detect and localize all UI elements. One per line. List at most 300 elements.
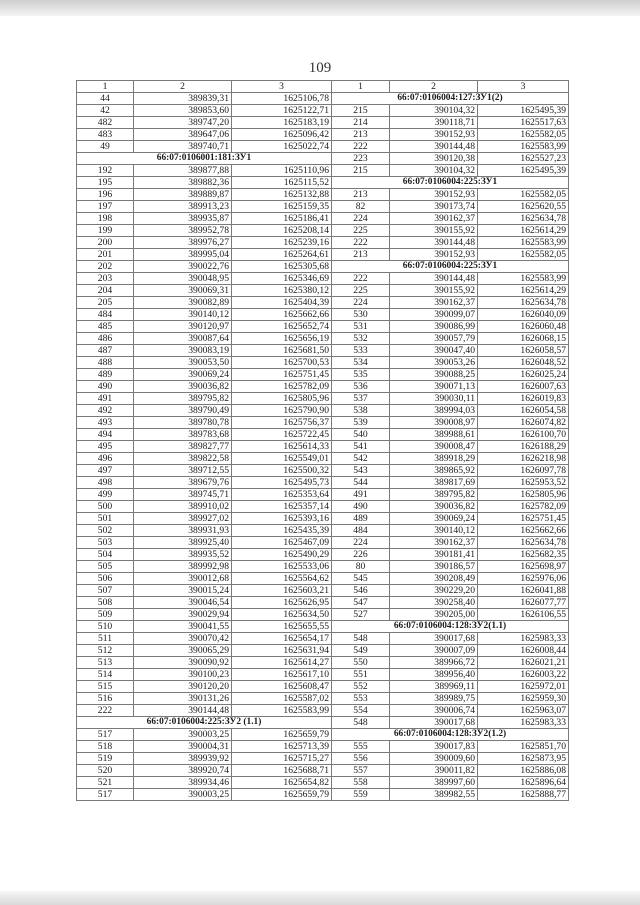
x-coordinate-cell: 389939,92 bbox=[134, 753, 232, 765]
x-coordinate-cell: 390144,48 bbox=[134, 705, 232, 717]
point-number-cell: 500 bbox=[77, 501, 134, 513]
x-coordinate-cell: 389925,40 bbox=[134, 537, 232, 549]
point-number-cell: 535 bbox=[332, 369, 390, 381]
y-coordinate-cell: 1626041,88 bbox=[478, 585, 569, 597]
y-coordinate-cell: 1625583,99 bbox=[478, 237, 569, 249]
top-shadow bbox=[0, 0, 640, 16]
section-header: 66:07:0106004:225:ЗУ1 bbox=[332, 261, 569, 273]
x-coordinate-cell: 390090,92 bbox=[134, 657, 232, 669]
table-row bbox=[77, 453, 569, 465]
header-cell: 1 bbox=[332, 81, 390, 93]
x-coordinate-cell: 390012,68 bbox=[134, 573, 232, 585]
point-number-cell: 494 bbox=[77, 429, 134, 441]
point-number-cell: 484 bbox=[332, 525, 390, 537]
point-number-cell: 488 bbox=[77, 357, 134, 369]
point-number-cell: 196 bbox=[77, 189, 134, 201]
point-number-cell: 82 bbox=[332, 201, 390, 213]
x-coordinate-cell: 390046,54 bbox=[134, 597, 232, 609]
y-coordinate-cell: 1625357,14 bbox=[232, 501, 332, 513]
point-number-cell: 44 bbox=[77, 93, 134, 105]
y-coordinate-cell: 1625620,55 bbox=[478, 201, 569, 213]
y-coordinate-cell: 1625533,06 bbox=[232, 561, 332, 573]
y-coordinate-cell: 1626068,15 bbox=[478, 333, 569, 345]
table-row bbox=[77, 297, 569, 309]
y-coordinate-cell: 1625851,70 bbox=[478, 741, 569, 753]
y-coordinate-cell: 1625698,97 bbox=[478, 561, 569, 573]
table-row bbox=[77, 621, 569, 633]
x-coordinate-cell: 390048,95 bbox=[134, 273, 232, 285]
x-coordinate-cell: 390007,09 bbox=[390, 645, 478, 657]
y-coordinate-cell: 1625380,12 bbox=[232, 285, 332, 297]
table-row bbox=[77, 777, 569, 789]
y-coordinate-cell: 1625662,66 bbox=[478, 525, 569, 537]
table-row bbox=[77, 237, 569, 249]
x-coordinate-cell: 389988,61 bbox=[390, 429, 478, 441]
point-number-cell: 224 bbox=[332, 213, 390, 225]
point-number-cell: 521 bbox=[77, 777, 134, 789]
table-body bbox=[77, 81, 569, 801]
point-number-cell: 549 bbox=[332, 645, 390, 657]
x-coordinate-cell: 389997,60 bbox=[390, 777, 478, 789]
table-row bbox=[77, 429, 569, 441]
y-coordinate-cell: 1625888,77 bbox=[478, 789, 569, 801]
point-number-cell: 547 bbox=[332, 597, 390, 609]
x-coordinate-cell: 390131,26 bbox=[134, 693, 232, 705]
y-coordinate-cell: 1625654,82 bbox=[232, 777, 332, 789]
point-number-cell: 198 bbox=[77, 213, 134, 225]
point-number-cell: 482 bbox=[77, 117, 134, 129]
y-coordinate-cell: 1625582,05 bbox=[478, 189, 569, 201]
y-coordinate-cell: 1625564,62 bbox=[232, 573, 332, 585]
point-number-cell: 538 bbox=[332, 405, 390, 417]
point-number-cell: 492 bbox=[77, 405, 134, 417]
table-row bbox=[77, 273, 569, 285]
table-row bbox=[77, 393, 569, 405]
point-number-cell: 496 bbox=[77, 453, 134, 465]
point-number-cell: 548 bbox=[332, 717, 390, 729]
x-coordinate-cell: 390152,93 bbox=[390, 249, 478, 261]
y-coordinate-cell: 1625959,30 bbox=[478, 693, 569, 705]
x-coordinate-cell: 390140,12 bbox=[390, 525, 478, 537]
table-row bbox=[77, 177, 569, 189]
table-row bbox=[77, 405, 569, 417]
x-coordinate-cell: 390173,74 bbox=[390, 201, 478, 213]
point-number-cell: 554 bbox=[332, 705, 390, 717]
table-row bbox=[77, 477, 569, 489]
y-coordinate-cell: 1625106,78 bbox=[232, 93, 332, 105]
table-row bbox=[77, 153, 569, 165]
y-coordinate-cell: 1625115,52 bbox=[232, 177, 332, 189]
table-row bbox=[77, 165, 569, 177]
point-number-cell: 551 bbox=[332, 669, 390, 681]
x-coordinate-cell: 390118,71 bbox=[390, 117, 478, 129]
point-number-cell: 493 bbox=[77, 417, 134, 429]
table-row bbox=[77, 789, 569, 801]
x-coordinate-cell: 390065,29 bbox=[134, 645, 232, 657]
point-number-cell: 532 bbox=[332, 333, 390, 345]
point-number-cell: 509 bbox=[77, 609, 134, 621]
point-number-cell: 546 bbox=[332, 585, 390, 597]
y-coordinate-cell: 1625751,45 bbox=[232, 369, 332, 381]
table-row bbox=[77, 189, 569, 201]
point-number-cell: 204 bbox=[77, 285, 134, 297]
point-number-cell: 213 bbox=[332, 129, 390, 141]
x-coordinate-cell: 390069,24 bbox=[134, 369, 232, 381]
x-coordinate-cell: 390162,37 bbox=[390, 537, 478, 549]
section-header: 66:07:0106004:127:ЗУ1(2) bbox=[332, 93, 569, 105]
table-row bbox=[77, 201, 569, 213]
x-coordinate-cell: 389712,55 bbox=[134, 465, 232, 477]
y-coordinate-cell: 1625634,78 bbox=[478, 537, 569, 549]
x-coordinate-cell: 390022,76 bbox=[134, 261, 232, 273]
y-coordinate-cell: 1626100,70 bbox=[478, 429, 569, 441]
x-coordinate-cell: 390144,48 bbox=[390, 141, 478, 153]
y-coordinate-cell: 1625517,63 bbox=[478, 117, 569, 129]
table-row bbox=[77, 417, 569, 429]
x-coordinate-cell: 389882,36 bbox=[134, 177, 232, 189]
table-row bbox=[77, 489, 569, 501]
y-coordinate-cell: 1625634,78 bbox=[478, 297, 569, 309]
y-coordinate-cell: 1625963,07 bbox=[478, 705, 569, 717]
y-coordinate-cell: 1625239,16 bbox=[232, 237, 332, 249]
x-coordinate-cell: 390053,50 bbox=[134, 357, 232, 369]
point-number-cell: 519 bbox=[77, 753, 134, 765]
y-coordinate-cell: 1625682,35 bbox=[478, 549, 569, 561]
point-number-cell: 512 bbox=[77, 645, 134, 657]
table-row bbox=[77, 693, 569, 705]
x-coordinate-cell: 390003,25 bbox=[134, 729, 232, 741]
x-coordinate-cell: 390100,23 bbox=[134, 669, 232, 681]
x-coordinate-cell: 390082,89 bbox=[134, 297, 232, 309]
point-number-cell: 213 bbox=[332, 249, 390, 261]
y-coordinate-cell: 1625404,39 bbox=[232, 297, 332, 309]
y-coordinate-cell: 1625110,96 bbox=[232, 165, 332, 177]
section-header: 66:07:0106004:225:ЗУ1 bbox=[332, 177, 569, 189]
y-coordinate-cell: 1625608,47 bbox=[232, 681, 332, 693]
y-coordinate-cell: 1625490,29 bbox=[232, 549, 332, 561]
y-coordinate-cell: 1626106,55 bbox=[478, 609, 569, 621]
point-number-cell: 520 bbox=[77, 765, 134, 777]
y-coordinate-cell: 1626060,48 bbox=[478, 321, 569, 333]
y-coordinate-cell: 1625715,27 bbox=[232, 753, 332, 765]
point-number-cell: 530 bbox=[332, 309, 390, 321]
point-number-cell: 548 bbox=[332, 633, 390, 645]
y-coordinate-cell: 1625583,99 bbox=[478, 141, 569, 153]
x-coordinate-cell: 389927,02 bbox=[134, 513, 232, 525]
x-coordinate-cell: 389647,06 bbox=[134, 129, 232, 141]
y-coordinate-cell: 1626019,83 bbox=[478, 393, 569, 405]
x-coordinate-cell: 389976,27 bbox=[134, 237, 232, 249]
table-row bbox=[77, 573, 569, 585]
y-coordinate-cell: 1625208,14 bbox=[232, 225, 332, 237]
y-coordinate-cell: 1625790,90 bbox=[232, 405, 332, 417]
y-coordinate-cell: 1625264,61 bbox=[232, 249, 332, 261]
point-number-cell: 215 bbox=[332, 105, 390, 117]
point-number-cell: 225 bbox=[332, 225, 390, 237]
y-coordinate-cell: 1626048,52 bbox=[478, 357, 569, 369]
point-number-cell: 42 bbox=[77, 105, 134, 117]
point-number-cell: 552 bbox=[332, 681, 390, 693]
x-coordinate-cell: 390008,97 bbox=[390, 417, 478, 429]
point-number-cell: 203 bbox=[77, 273, 134, 285]
x-coordinate-cell: 389865,92 bbox=[390, 465, 478, 477]
y-coordinate-cell: 1625096,42 bbox=[232, 129, 332, 141]
x-coordinate-cell: 389745,71 bbox=[134, 489, 232, 501]
point-number-cell: 201 bbox=[77, 249, 134, 261]
y-coordinate-cell: 1625495,39 bbox=[478, 165, 569, 177]
y-coordinate-cell: 1625614,27 bbox=[232, 657, 332, 669]
table-row bbox=[77, 117, 569, 129]
x-coordinate-cell: 389969,11 bbox=[390, 681, 478, 693]
point-number-cell: 490 bbox=[332, 501, 390, 513]
point-number-cell: 511 bbox=[77, 633, 134, 645]
point-number-cell: 491 bbox=[332, 489, 390, 501]
header-cell: 3 bbox=[478, 81, 569, 93]
x-coordinate-cell: 390083,19 bbox=[134, 345, 232, 357]
y-coordinate-cell: 1625617,10 bbox=[232, 669, 332, 681]
x-coordinate-cell: 390155,92 bbox=[390, 225, 478, 237]
y-coordinate-cell: 1625659,79 bbox=[232, 729, 332, 741]
x-coordinate-cell: 390036,82 bbox=[390, 501, 478, 513]
x-coordinate-cell: 389989,75 bbox=[390, 693, 478, 705]
x-coordinate-cell: 390086,99 bbox=[390, 321, 478, 333]
x-coordinate-cell: 389992,98 bbox=[134, 561, 232, 573]
point-number-cell: 544 bbox=[332, 477, 390, 489]
y-coordinate-cell: 1625186,41 bbox=[232, 213, 332, 225]
y-coordinate-cell: 1625122,71 bbox=[232, 105, 332, 117]
x-coordinate-cell: 389822,58 bbox=[134, 453, 232, 465]
section-header: 66:07:0106001:181:ЗУ1 bbox=[77, 153, 332, 165]
y-coordinate-cell: 1625631,94 bbox=[232, 645, 332, 657]
y-coordinate-cell: 1625656,19 bbox=[232, 333, 332, 345]
y-coordinate-cell: 1625655,55 bbox=[232, 621, 332, 633]
point-number-cell: 495 bbox=[77, 441, 134, 453]
y-coordinate-cell: 1626077,77 bbox=[478, 597, 569, 609]
x-coordinate-cell: 389740,71 bbox=[134, 141, 232, 153]
table-row bbox=[77, 657, 569, 669]
point-number-cell: 80 bbox=[332, 561, 390, 573]
x-coordinate-cell: 389934,46 bbox=[134, 777, 232, 789]
point-number-cell: 533 bbox=[332, 345, 390, 357]
y-coordinate-cell: 1625873,95 bbox=[478, 753, 569, 765]
y-coordinate-cell: 1625976,06 bbox=[478, 573, 569, 585]
x-coordinate-cell: 389827,77 bbox=[134, 441, 232, 453]
x-coordinate-cell: 389956,40 bbox=[390, 669, 478, 681]
y-coordinate-cell: 1625972,01 bbox=[478, 681, 569, 693]
y-coordinate-cell: 1626003,22 bbox=[478, 669, 569, 681]
point-number-cell: 213 bbox=[332, 189, 390, 201]
y-coordinate-cell: 1625353,64 bbox=[232, 489, 332, 501]
x-coordinate-cell: 390070,42 bbox=[134, 633, 232, 645]
y-coordinate-cell: 1625782,09 bbox=[478, 501, 569, 513]
x-coordinate-cell: 390205,00 bbox=[390, 609, 478, 621]
table-row bbox=[77, 645, 569, 657]
point-number-cell: 507 bbox=[77, 585, 134, 597]
x-coordinate-cell: 390057,79 bbox=[390, 333, 478, 345]
table-row bbox=[77, 333, 569, 345]
x-coordinate-cell: 390120,97 bbox=[134, 321, 232, 333]
point-number-cell: 527 bbox=[332, 609, 390, 621]
y-coordinate-cell: 1625500,32 bbox=[232, 465, 332, 477]
header-cell: 1 bbox=[77, 81, 134, 93]
point-number-cell: 559 bbox=[332, 789, 390, 801]
x-coordinate-cell: 389853,60 bbox=[134, 105, 232, 117]
y-coordinate-cell: 1625495,73 bbox=[232, 477, 332, 489]
point-number-cell: 503 bbox=[77, 537, 134, 549]
point-number-cell: 224 bbox=[332, 297, 390, 309]
x-coordinate-cell: 390041,55 bbox=[134, 621, 232, 633]
y-coordinate-cell: 1625467,09 bbox=[232, 537, 332, 549]
point-number-cell: 215 bbox=[332, 165, 390, 177]
x-coordinate-cell: 390029,94 bbox=[134, 609, 232, 621]
table-row bbox=[77, 321, 569, 333]
point-number-cell: 505 bbox=[77, 561, 134, 573]
table-row bbox=[77, 681, 569, 693]
table-row bbox=[77, 129, 569, 141]
x-coordinate-cell: 390011,82 bbox=[390, 765, 478, 777]
x-coordinate-cell: 390162,37 bbox=[390, 213, 478, 225]
x-coordinate-cell: 390004,31 bbox=[134, 741, 232, 753]
point-number-cell: 534 bbox=[332, 357, 390, 369]
point-number-cell: 195 bbox=[77, 177, 134, 189]
y-coordinate-cell: 1625652,74 bbox=[232, 321, 332, 333]
y-coordinate-cell: 1625305,68 bbox=[232, 261, 332, 273]
x-coordinate-cell: 390099,07 bbox=[390, 309, 478, 321]
x-coordinate-cell: 389995,04 bbox=[134, 249, 232, 261]
point-number-cell: 543 bbox=[332, 465, 390, 477]
point-number-cell: 205 bbox=[77, 297, 134, 309]
header-cell: 2 bbox=[134, 81, 232, 93]
x-coordinate-cell: 389795,82 bbox=[390, 489, 478, 501]
y-coordinate-cell: 1625614,29 bbox=[478, 285, 569, 297]
y-coordinate-cell: 1625953,52 bbox=[478, 477, 569, 489]
x-coordinate-cell: 389918,29 bbox=[390, 453, 478, 465]
x-coordinate-cell: 390144,48 bbox=[390, 273, 478, 285]
table-row bbox=[77, 729, 569, 741]
table-row bbox=[77, 213, 569, 225]
y-coordinate-cell: 1625614,29 bbox=[478, 225, 569, 237]
y-coordinate-cell: 1626008,44 bbox=[478, 645, 569, 657]
point-number-cell: 510 bbox=[77, 621, 134, 633]
y-coordinate-cell: 1625582,05 bbox=[478, 249, 569, 261]
point-number-cell: 223 bbox=[332, 153, 390, 165]
y-coordinate-cell: 1625662,66 bbox=[232, 309, 332, 321]
table-row bbox=[77, 357, 569, 369]
point-number-cell: 202 bbox=[77, 261, 134, 273]
point-number-cell: 489 bbox=[77, 369, 134, 381]
table-row bbox=[77, 717, 569, 729]
x-coordinate-cell: 389994,03 bbox=[390, 405, 478, 417]
x-coordinate-cell: 389935,52 bbox=[134, 549, 232, 561]
x-coordinate-cell: 390120,20 bbox=[134, 681, 232, 693]
x-coordinate-cell: 389920,74 bbox=[134, 765, 232, 777]
y-coordinate-cell: 1625435,39 bbox=[232, 525, 332, 537]
x-coordinate-cell: 389931,93 bbox=[134, 525, 232, 537]
point-number-cell: 513 bbox=[77, 657, 134, 669]
x-coordinate-cell: 390069,24 bbox=[390, 513, 478, 525]
table-row bbox=[77, 93, 569, 105]
x-coordinate-cell: 390104,32 bbox=[390, 165, 478, 177]
y-coordinate-cell: 1625582,05 bbox=[478, 129, 569, 141]
point-number-cell: 514 bbox=[77, 669, 134, 681]
x-coordinate-cell: 390017,68 bbox=[390, 633, 478, 645]
header-cell: 2 bbox=[390, 81, 478, 93]
point-number-cell: 517 bbox=[77, 729, 134, 741]
point-number-cell: 555 bbox=[332, 741, 390, 753]
table-row bbox=[77, 369, 569, 381]
table-row bbox=[77, 609, 569, 621]
point-number-cell: 491 bbox=[77, 393, 134, 405]
point-number-cell: 541 bbox=[332, 441, 390, 453]
y-coordinate-cell: 1625159,35 bbox=[232, 201, 332, 213]
y-coordinate-cell: 1625782,09 bbox=[232, 381, 332, 393]
y-coordinate-cell: 1625896,64 bbox=[478, 777, 569, 789]
y-coordinate-cell: 1625393,16 bbox=[232, 513, 332, 525]
y-coordinate-cell: 1626025,24 bbox=[478, 369, 569, 381]
point-number-cell: 484 bbox=[77, 309, 134, 321]
page-number: 109 bbox=[308, 60, 332, 76]
point-number-cell: 483 bbox=[77, 129, 134, 141]
x-coordinate-cell: 389982,55 bbox=[390, 789, 478, 801]
x-coordinate-cell: 390030,11 bbox=[390, 393, 478, 405]
y-coordinate-cell: 1625654,17 bbox=[232, 633, 332, 645]
x-coordinate-cell: 390017,68 bbox=[390, 717, 478, 729]
table-row bbox=[77, 585, 569, 597]
y-coordinate-cell: 1625805,96 bbox=[478, 489, 569, 501]
point-number-cell: 539 bbox=[332, 417, 390, 429]
point-number-cell: 49 bbox=[77, 141, 134, 153]
y-coordinate-cell: 1626097,78 bbox=[478, 465, 569, 477]
point-number-cell: 518 bbox=[77, 741, 134, 753]
table-row bbox=[77, 633, 569, 645]
x-coordinate-cell: 390258,40 bbox=[390, 597, 478, 609]
y-coordinate-cell: 1625659,79 bbox=[232, 789, 332, 801]
x-coordinate-cell: 390140,12 bbox=[134, 309, 232, 321]
point-number-cell: 542 bbox=[332, 453, 390, 465]
x-coordinate-cell: 390015,24 bbox=[134, 585, 232, 597]
y-coordinate-cell: 1626058,57 bbox=[478, 345, 569, 357]
y-coordinate-cell: 1625346,69 bbox=[232, 273, 332, 285]
x-coordinate-cell: 390006,74 bbox=[390, 705, 478, 717]
point-number-cell: 192 bbox=[77, 165, 134, 177]
x-coordinate-cell: 390003,25 bbox=[134, 789, 232, 801]
x-coordinate-cell: 390120,38 bbox=[390, 153, 478, 165]
table-row bbox=[77, 225, 569, 237]
x-coordinate-cell: 389780,78 bbox=[134, 417, 232, 429]
point-number-cell: 531 bbox=[332, 321, 390, 333]
y-coordinate-cell: 1625603,21 bbox=[232, 585, 332, 597]
y-coordinate-cell: 1625495,39 bbox=[478, 105, 569, 117]
point-number-cell: 502 bbox=[77, 525, 134, 537]
section-header: 66:07:0106004:128:ЗУ2(1.2) bbox=[332, 729, 569, 741]
x-coordinate-cell: 390155,92 bbox=[390, 285, 478, 297]
point-number-cell: 517 bbox=[77, 789, 134, 801]
y-coordinate-cell: 1625713,39 bbox=[232, 741, 332, 753]
y-coordinate-cell: 1625634,78 bbox=[478, 213, 569, 225]
point-number-cell: 499 bbox=[77, 489, 134, 501]
x-coordinate-cell: 390071,13 bbox=[390, 381, 478, 393]
table-row bbox=[77, 501, 569, 513]
y-coordinate-cell: 1625751,45 bbox=[478, 513, 569, 525]
point-number-cell: 200 bbox=[77, 237, 134, 249]
table-row bbox=[77, 741, 569, 753]
x-coordinate-cell: 390069,31 bbox=[134, 285, 232, 297]
point-number-cell: 557 bbox=[332, 765, 390, 777]
point-number-cell: 501 bbox=[77, 513, 134, 525]
point-number-cell: 485 bbox=[77, 321, 134, 333]
point-number-cell: 556 bbox=[332, 753, 390, 765]
table-row bbox=[77, 345, 569, 357]
